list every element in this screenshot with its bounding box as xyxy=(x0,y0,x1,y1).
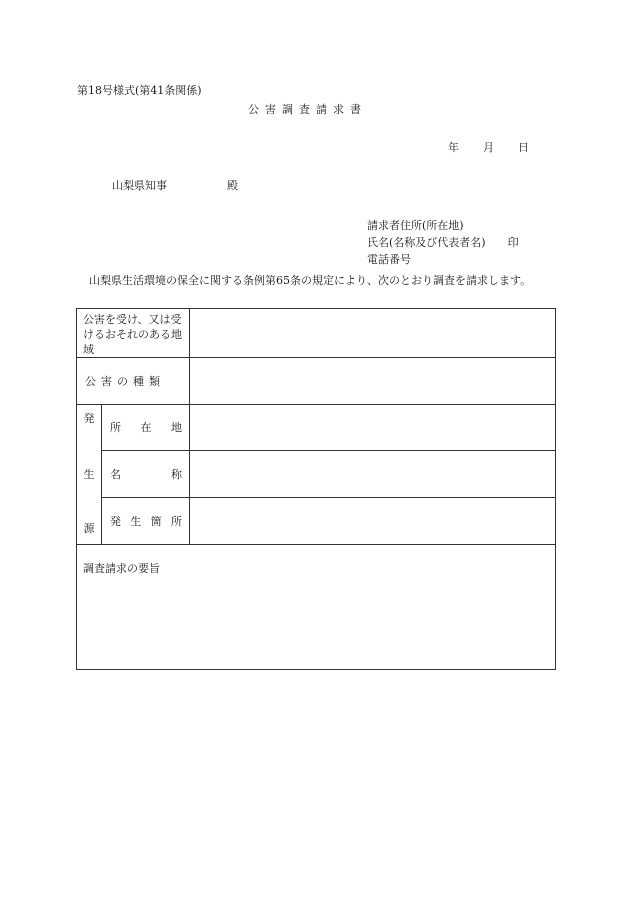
origin-char-2: 生 xyxy=(83,468,95,481)
origin-location-label-char: 在 xyxy=(140,421,152,434)
applicant-address-label: 請求者住所(所在地) xyxy=(367,219,464,232)
applicant-name-label: 氏名(名称及び代表者名) xyxy=(367,236,486,249)
request-form-table xyxy=(76,308,556,670)
date-month: 月 xyxy=(483,141,494,154)
pollution-type-field[interactable] xyxy=(190,358,556,405)
origin-char-3: 源 xyxy=(83,522,95,535)
origin-location-field[interactable] xyxy=(190,405,556,451)
origin-site-label-char: 所 xyxy=(170,514,182,528)
origin-name-label-char: 名 xyxy=(110,467,121,481)
affected-area-label: 公害を受け、又は受けるおそれのある地域 xyxy=(77,309,190,358)
request-summary-area[interactable] xyxy=(77,545,556,670)
origin-location-label-char: 地 xyxy=(171,421,182,434)
affected-area-field[interactable] xyxy=(190,309,556,358)
origin-site-label xyxy=(102,498,190,545)
applicant-phone-label: 電話番号 xyxy=(367,253,411,266)
origin-site-label-char: 箇 xyxy=(150,514,162,528)
addressee xyxy=(112,180,238,191)
pollution-type-label: 公害の種類 xyxy=(77,358,190,405)
origin-site-label-char: 発 xyxy=(110,514,121,528)
origin-location-label xyxy=(102,405,190,451)
origin-name-label-char: 称 xyxy=(171,467,182,481)
date-year: 年 xyxy=(448,141,459,154)
date-line xyxy=(448,142,529,153)
origin-location-label-char: 所 xyxy=(110,421,121,434)
origin-site-field[interactable] xyxy=(190,498,556,545)
document-title: 公害調査請求書 xyxy=(248,103,367,116)
origin-name-field[interactable] xyxy=(190,451,556,498)
seal-mark: 印 xyxy=(507,236,519,249)
request-statement: 山梨県生活環境の保全に関する条例第65条の規定により、次のとおり調査を請求します。 xyxy=(89,274,532,287)
origin-site-label-char: 生 xyxy=(130,514,142,528)
honorific: 殿 xyxy=(227,179,238,192)
request-summary-label: 調査請求の要旨 xyxy=(83,562,160,575)
date-day: 日 xyxy=(518,141,529,154)
origin-name-label xyxy=(102,451,190,498)
applicant-block xyxy=(367,217,519,268)
form-number: 第18号様式(第41条関係) xyxy=(77,84,202,97)
origin-char-1: 発 xyxy=(83,412,95,425)
origin-label xyxy=(77,405,102,545)
addressee-name: 山梨県知事 xyxy=(112,179,167,192)
